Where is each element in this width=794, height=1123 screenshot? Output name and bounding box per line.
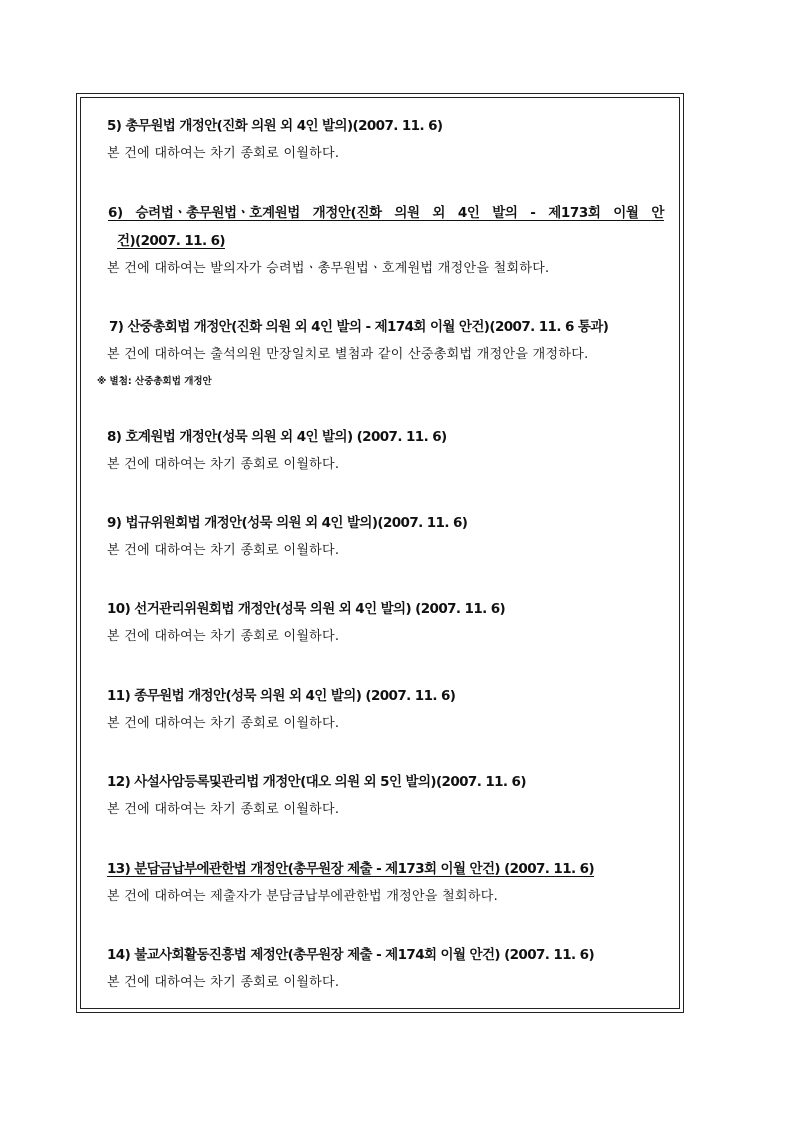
item-9-title: 9) 법규위원회법 개정안(성묵 의원 외 4인 발의)(2007. 11. 6) [107, 515, 468, 531]
item-11-body: 본 건에 대하여는 차기 종회로 이월하다. [107, 716, 340, 731]
item-6-body: 본 건에 대하여는 발의자가 승려법ㆍ총무원법ㆍ호계원법 개정안을 철회하다. [107, 261, 550, 276]
item-8-body: 본 건에 대하여는 차기 종회로 이월하다. [107, 457, 340, 472]
item-12-body: 본 건에 대하여는 차기 종회로 이월하다. [107, 802, 340, 817]
item-14-body: 본 건에 대하여는 차기 종회로 이월하다. [107, 975, 340, 990]
item-7-title: 7) 산중총회법 개정안(진화 의원 외 4인 발의 - 제174회 이월 안건)(2007. 11. 6 통과) [109, 319, 609, 335]
item-7-body: 본 건에 대하여는 출석의원 만장일치로 별첨과 같이 산중총회법 개정안을 개정하다. [107, 347, 589, 362]
item-13-body: 본 건에 대하여는 제출자가 분담금납부에관한법 개정안을 철회하다. [107, 889, 499, 904]
item-7-attachment-note: ※ 별첨: 산중총회법 개정안 [97, 376, 212, 387]
item-12-title: 12) 사설사암등록및관리법 개정안(대오 의원 외 5인 발의)(2007. 11. 6) [107, 774, 526, 790]
item-6-title-line1: 6) 승려법ㆍ총무원법ㆍ호계원법 개정안(진화 의원 외 4인 발의 - 제173회 이월 안 [108, 205, 664, 221]
item-9-body: 본 건에 대하여는 차기 종회로 이월하다. [107, 543, 340, 558]
item-13-title: 13) 분담금납부에관한법 개정안(총무원장 제출 - 제173회 이월 안건) (2007. 11. 6) [107, 861, 595, 877]
item-5-title: 5) 총무원법 개정안(진화 의원 외 4인 발의)(2007. 11. 6) [107, 118, 443, 134]
item-14-title: 14) 불교사회활동진흥법 제정안(총무원장 제출 - 제174회 이월 안건) (2007. 11. 6) [107, 947, 595, 963]
item-10-body: 본 건에 대하여는 차기 종회로 이월하다. [107, 629, 340, 644]
item-5-body: 본 건에 대하여는 차기 종회로 이월하다. [107, 146, 340, 161]
item-11-title: 11) 종무원법 개정안(성묵 의원 외 4인 발의) (2007. 11. 6) [107, 688, 456, 704]
item-6-title-line2: 건)(2007. 11. 6) [117, 233, 225, 249]
item-8-title: 8) 호계원법 개정안(성묵 의원 외 4인 발의) (2007. 11. 6) [107, 429, 447, 445]
item-10-title: 10) 선거관리위원회법 개정안(성묵 의원 외 4인 발의) (2007. 11. 6) [107, 601, 506, 617]
